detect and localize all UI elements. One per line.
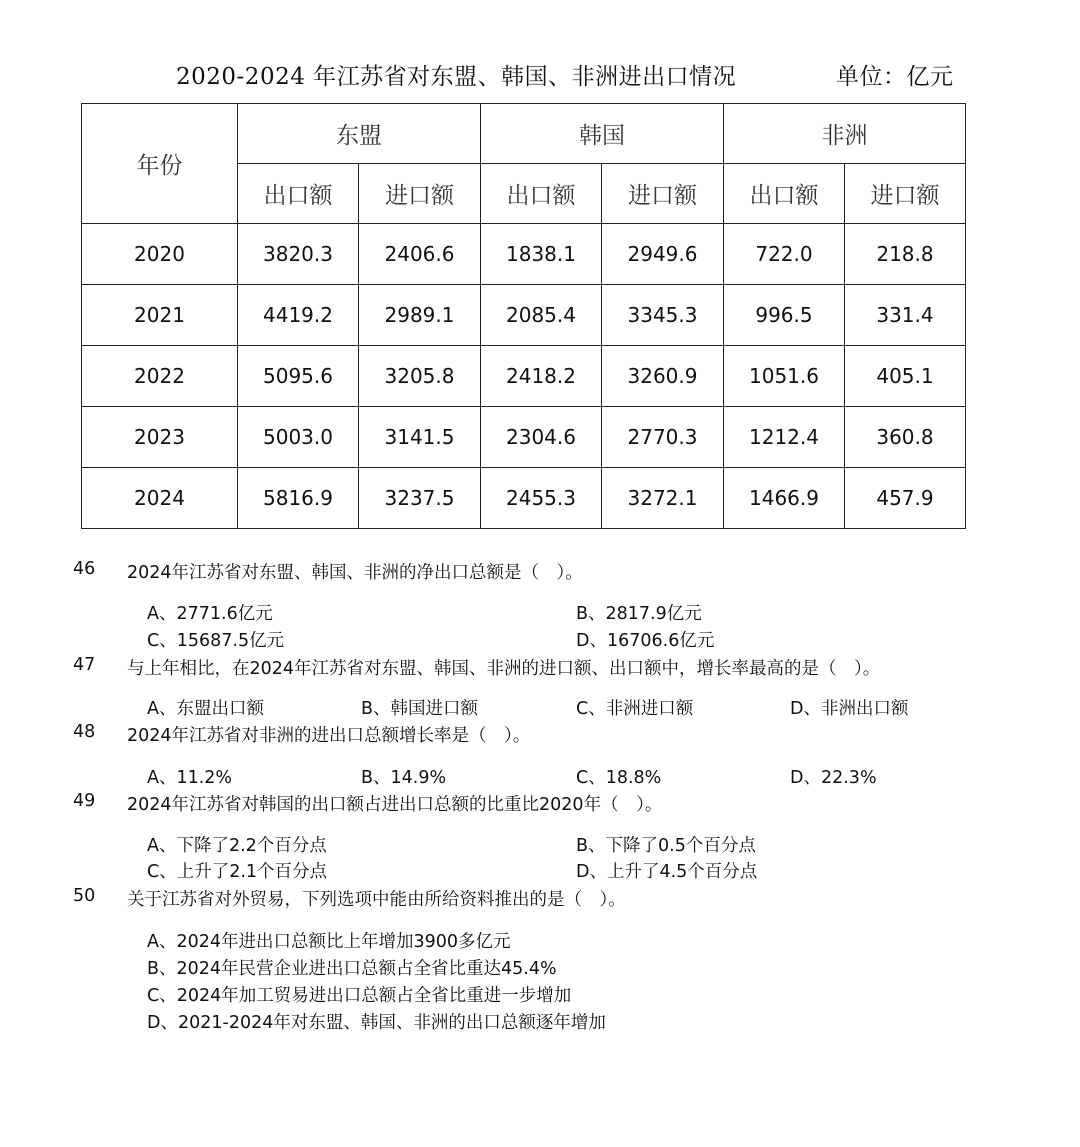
year-cell: 2021 xyxy=(82,285,238,346)
value-cell: 5816.9 xyxy=(238,468,359,529)
value-cell: 5003.0 xyxy=(238,407,359,468)
year-cell: 2024 xyxy=(82,468,238,529)
value-cell: 996.5 xyxy=(724,285,845,346)
value-cell: 1466.9 xyxy=(724,468,845,529)
value-cell: 3260.9 xyxy=(602,346,724,407)
option-a[interactable]: A、下降了2.2个百分点 xyxy=(147,836,327,856)
year-cell: 2020 xyxy=(82,224,238,285)
group-header-africa: 非洲 xyxy=(724,104,966,164)
sub-header: 出口额 xyxy=(238,164,359,224)
value-cell: 2770.3 xyxy=(602,407,724,468)
sub-header: 出口额 xyxy=(724,164,845,224)
sub-header: 进口额 xyxy=(602,164,724,224)
question-stem: 2024年江苏省对东盟、韩国、非洲的净出口总额是（ ）。 xyxy=(127,563,583,583)
value-cell: 3272.1 xyxy=(602,468,724,529)
group-header-korea: 韩国 xyxy=(481,104,724,164)
option-d[interactable]: D、2021-2024年对东盟、韩国、非洲的出口总额逐年增加 xyxy=(147,1013,606,1033)
option-b[interactable]: B、下降了0.5个百分点 xyxy=(576,836,756,856)
value-cell: 457.9 xyxy=(845,468,966,529)
question-number: 50 xyxy=(73,886,96,906)
option-c[interactable]: C、非洲进口额 xyxy=(576,699,694,719)
sub-header: 进口额 xyxy=(845,164,966,224)
year-header: 年份 xyxy=(82,104,238,224)
table-row xyxy=(82,468,966,529)
value-cell: 3820.3 xyxy=(238,224,359,285)
document-title xyxy=(0,56,1080,90)
value-cell: 3237.5 xyxy=(359,468,481,529)
value-cell: 218.8 xyxy=(845,224,966,285)
value-cell: 3205.8 xyxy=(359,346,481,407)
option-b[interactable]: B、2024年民营企业进出口总额占全省比重达45.4% xyxy=(147,959,557,979)
table-row xyxy=(82,224,966,285)
value-cell: 1212.4 xyxy=(724,407,845,468)
option-a[interactable]: A、2024年进出口总额比上年增加3900多亿元 xyxy=(147,932,511,952)
unit-label: 单位：亿元 xyxy=(836,64,954,90)
value-cell: 1051.6 xyxy=(724,346,845,407)
question-stem: 2024年江苏省对非洲的进出口总额增长率是（ ）。 xyxy=(127,726,531,746)
option-d[interactable]: D、上升了4.5个百分点 xyxy=(576,862,758,882)
value-cell: 2455.3 xyxy=(481,468,602,529)
option-c[interactable]: C、15687.5亿元 xyxy=(147,631,285,651)
option-d[interactable]: D、非洲出口额 xyxy=(790,699,909,719)
value-cell: 1838.1 xyxy=(481,224,602,285)
year-cell: 2022 xyxy=(82,346,238,407)
value-cell: 722.0 xyxy=(724,224,845,285)
option-b[interactable]: B、14.9% xyxy=(361,768,447,788)
question-number: 48 xyxy=(73,722,96,742)
value-cell: 5095.6 xyxy=(238,346,359,407)
option-b[interactable]: B、韩国进口额 xyxy=(361,699,479,719)
table-row xyxy=(82,346,966,407)
table-row xyxy=(82,407,966,468)
question-stem: 关于江苏省对外贸易，下列选项中能由所给资料推出的是（ ）。 xyxy=(127,890,626,910)
question-number: 49 xyxy=(73,791,96,811)
question-number: 46 xyxy=(73,559,96,579)
sub-header: 进口额 xyxy=(359,164,481,224)
value-cell: 3141.5 xyxy=(359,407,481,468)
question-stem: 与上年相比，在2024年江苏省对东盟、韩国、非洲的进口额、出口额中，增长率最高的是（ ）。 xyxy=(127,659,881,679)
value-cell: 2304.6 xyxy=(481,407,602,468)
option-a[interactable]: A、2771.6亿元 xyxy=(147,604,273,624)
option-c[interactable]: C、18.8% xyxy=(576,768,662,788)
option-b[interactable]: B、2817.9亿元 xyxy=(576,604,702,624)
option-c[interactable]: C、2024年加工贸易进出口总额占全省比重进一步增加 xyxy=(147,986,572,1006)
value-cell: 4419.2 xyxy=(238,285,359,346)
table-title: 2020-2024 年江苏省对东盟、韩国、非洲进出口情况 xyxy=(176,64,737,90)
value-cell: 3345.3 xyxy=(602,285,724,346)
value-cell: 405.1 xyxy=(845,346,966,407)
table-row xyxy=(82,285,966,346)
value-cell: 2406.6 xyxy=(359,224,481,285)
value-cell: 2085.4 xyxy=(481,285,602,346)
option-d[interactable]: D、16706.6亿元 xyxy=(576,631,715,651)
value-cell: 360.8 xyxy=(845,407,966,468)
question-number: 47 xyxy=(73,655,96,675)
question-stem: 2024年江苏省对韩国的出口额占进出口总额的比重比2020年（ ）。 xyxy=(127,795,663,815)
option-d[interactable]: D、22.3% xyxy=(790,768,877,788)
header-row-groups xyxy=(82,104,966,164)
value-cell: 2418.2 xyxy=(481,346,602,407)
option-a[interactable]: A、11.2% xyxy=(147,768,233,788)
value-cell: 2989.1 xyxy=(359,285,481,346)
value-cell: 331.4 xyxy=(845,285,966,346)
year-cell: 2023 xyxy=(82,407,238,468)
group-header-asean: 东盟 xyxy=(238,104,481,164)
trade-table xyxy=(81,103,966,529)
option-c[interactable]: C、上升了2.1个百分点 xyxy=(147,862,328,882)
option-a[interactable]: A、东盟出口额 xyxy=(147,699,264,719)
sub-header: 出口额 xyxy=(481,164,602,224)
value-cell: 2949.6 xyxy=(602,224,724,285)
